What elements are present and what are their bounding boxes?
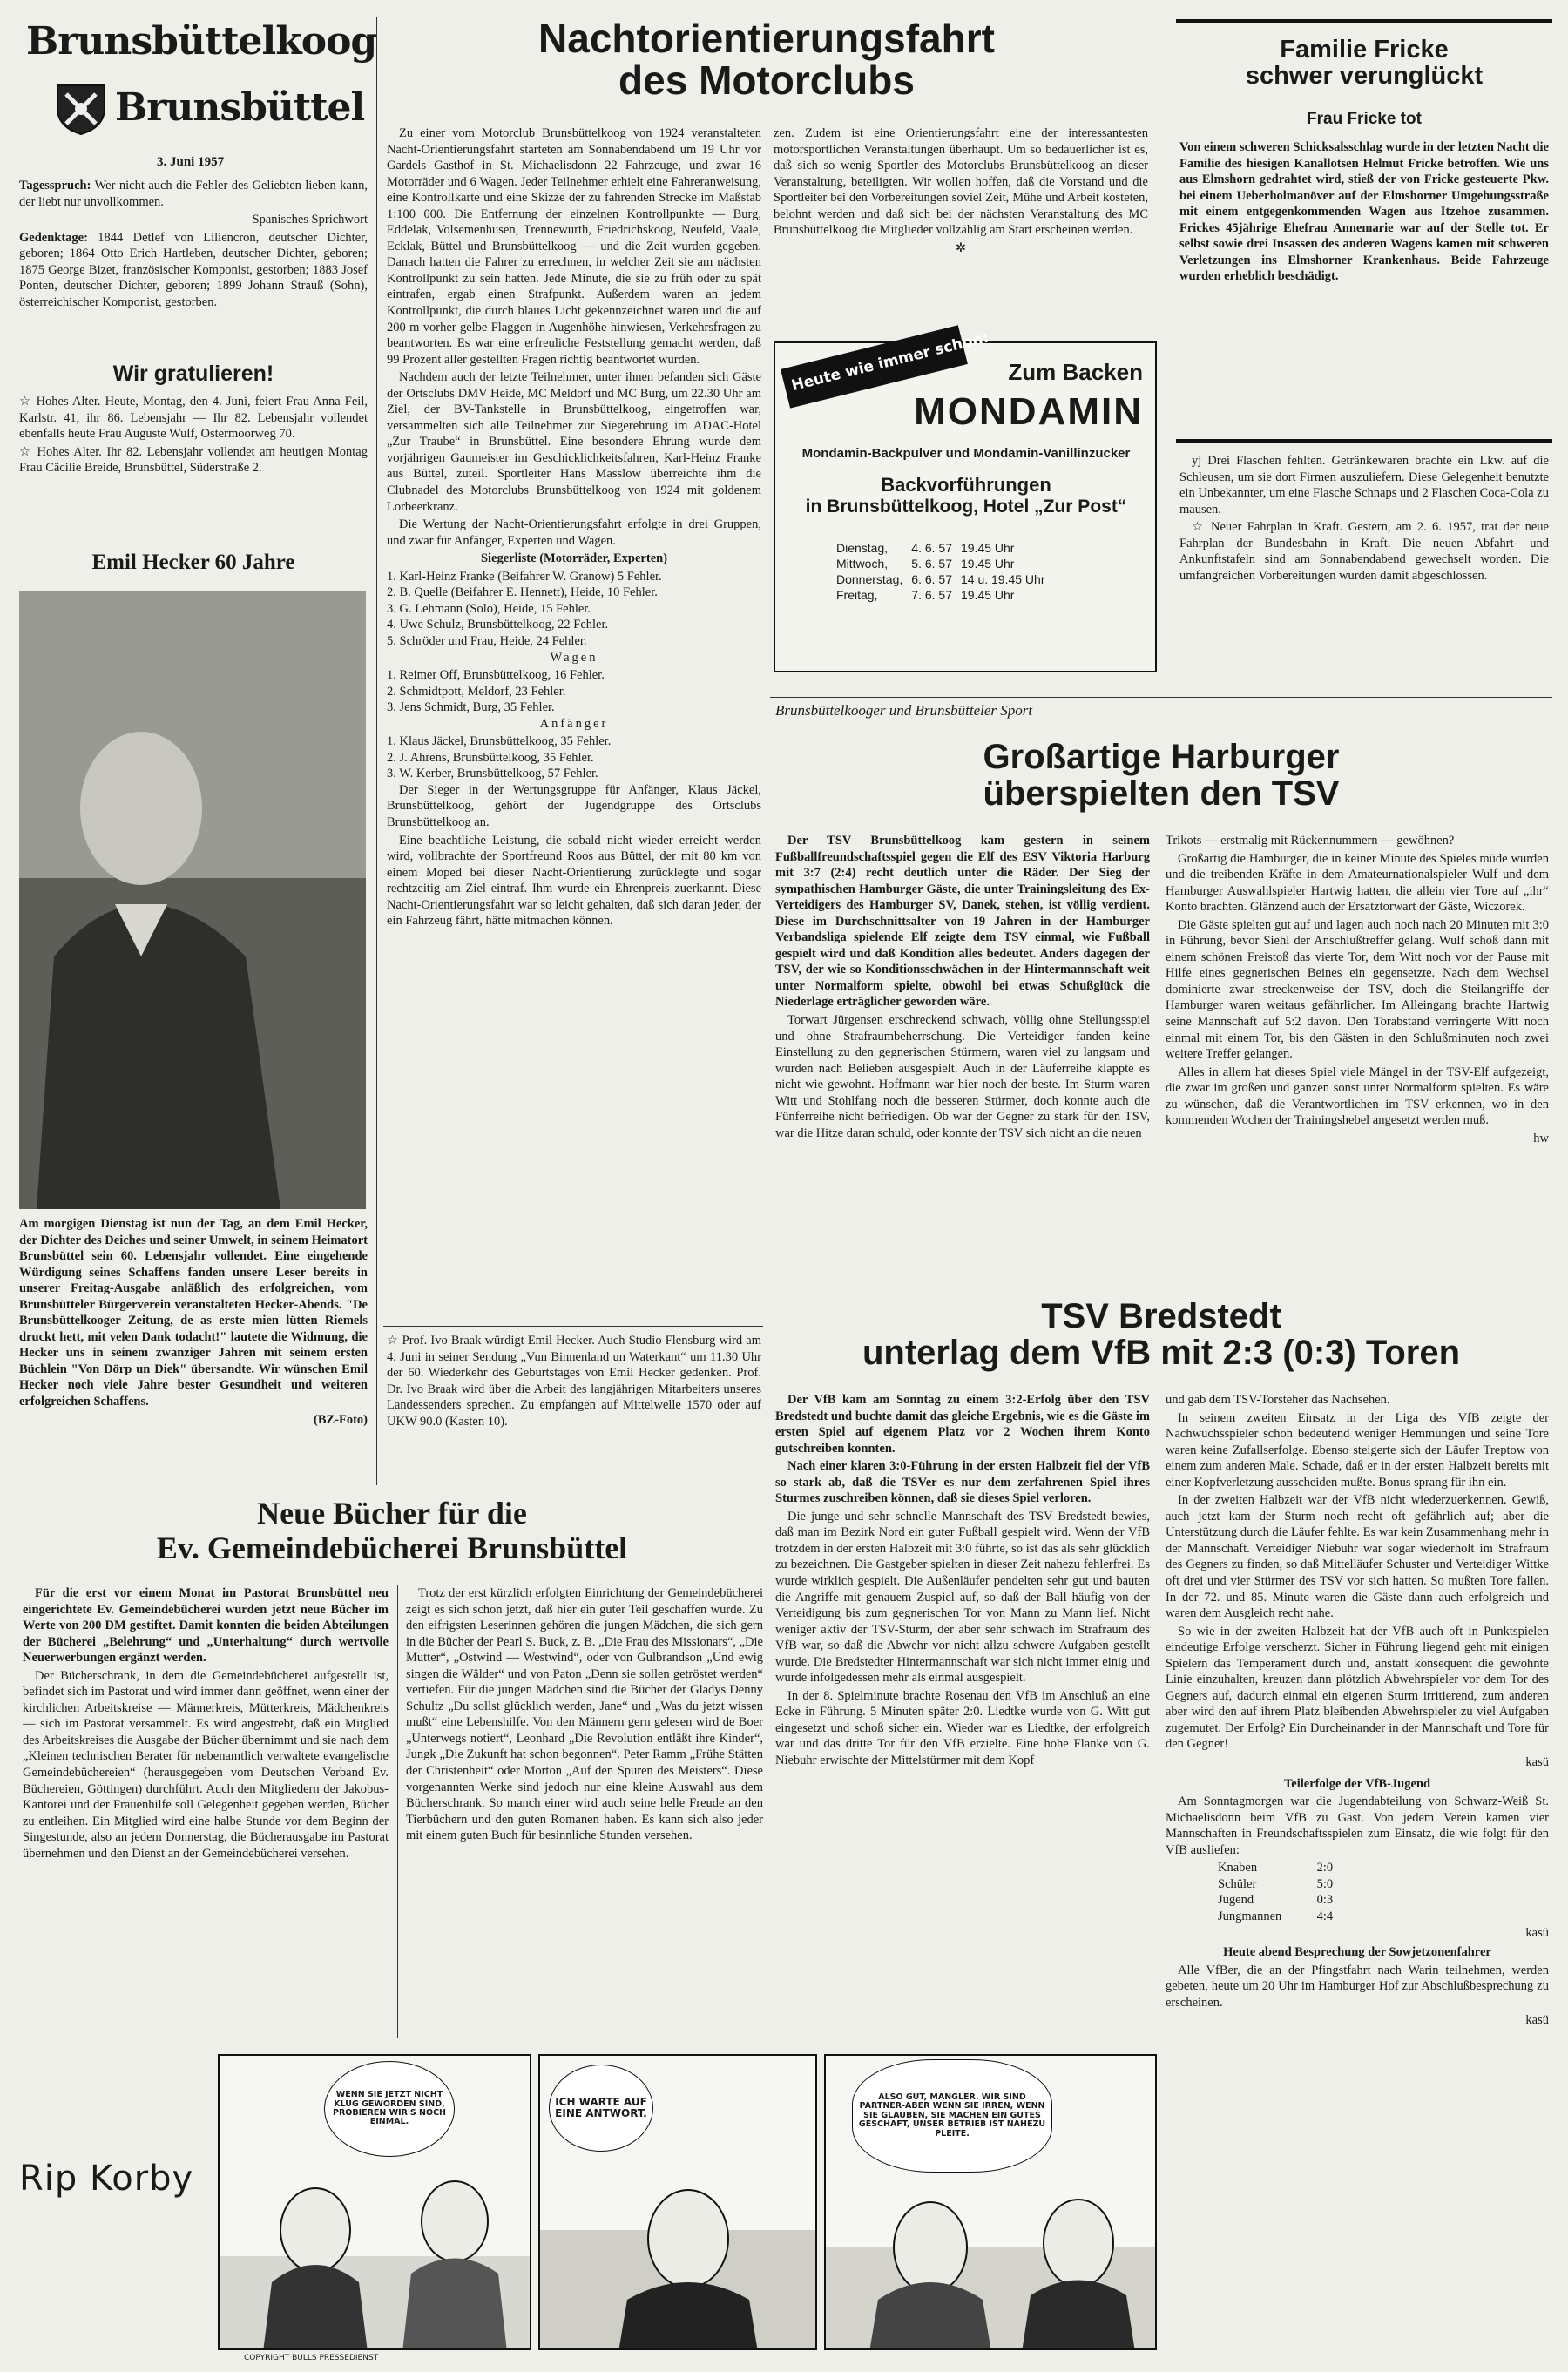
fricke-heading [1176, 37, 1552, 90]
jugend-results [1166, 1860, 1549, 1924]
bredstedt-signature: kasü [1525, 1755, 1549, 1770]
result-line: 1. Klaus Jäckel, Brunsbüttelkoog, 35 Fehler. [387, 734, 612, 749]
buecher-lead: Für die erst vor einem Monat im Pastorat Brunsbüttel neu eingerichtete Ev. Gemeindebücherei wurden jetzt neue Bücher im Werte von 200 DM gestiftet. Damit konnten die beiden Abteilungen der Bücherei „Belehrung“ und „Unterhaltung“ durch wertvolle Neuerwerbungen ergänzt werden. [23, 1586, 389, 1666]
result-line: 5. Schröder und Frau, Heide, 24 Fehler. [387, 633, 587, 648]
masthead-title-line2: Brunsbüttel [115, 85, 365, 130]
ad-event-line1: Backvorführungen [881, 474, 1051, 496]
sowjet-text: Alle VfBer, die an der Pfingstfahrt nach Warin teilnehmen, werden gebeten, heute um 20 Uhr im Hamburger Hof zur Abschlußbesprechung zu erscheinen. [1166, 1963, 1549, 2010]
ad-day: Dienstag, [836, 541, 889, 555]
result-line: 2. J. Ahrens, Brunsbüttelkoog, 35 Fehler. [387, 750, 594, 765]
motto-source: Spanisches Sprichwort [252, 213, 368, 227]
issue-date: 3. Juni 1957 [157, 155, 225, 169]
bredstedt-paragraph: und gab dem TSV-Torsteher das Nachsehen. [1166, 1393, 1390, 1407]
harburg-paragraph: Großartig die Hamburger, die in keiner Minute des Spieles müde wurden und die treibenden Kräfte in dem Amateurnationalspieler Wulf und dem Hamburger Auswahlspieler Hartwig hatten, die allein vier Tore auf „ihr“ Konto brachten. Glänzend auch der Ersatztorwart der Gäste, Wiczorek. [1166, 851, 1549, 915]
ad-date: 6. 6. 57 [911, 572, 952, 586]
comic-panel-1 [218, 2054, 531, 2350]
result-score: 4:4 [1316, 1909, 1334, 1923]
comic-copyright: COPYRIGHT BULLS PRESSEDIENST [244, 2354, 379, 2362]
motorclub-continuation: zen. Zudem ist eine Orientierungsfahrt eine der interessantesten motorsportlichen Veranstaltungen überhaupt. Um so bedauerlicher ist es, daß sich so wenig Sportler des Motorclubs Brunsbüttelkoog an dieser Veranstaltung, beteiligten. Wir wollen hoffen, daß die Vorstand und die Sportleiter bei den Vorbereitungen soviel Zeit, Mühe und Arbeit kosteten, belohnt werden und daß sich bei der nächsten Veranstaltung des MC Brunsbüttelkoog die Mitglieder vollzählig am Start erscheinen werden. [774, 126, 1148, 238]
fricke-top-rule [1176, 19, 1552, 23]
ad-date: 5. 6. 57 [911, 557, 952, 571]
ad-day: Mittwoch, [836, 557, 889, 571]
result-line: 2. B. Quelle (Beifahrer E. Hennett), Heide, 10 Fehler. [387, 585, 658, 600]
jugend-signature: kasü [1525, 1925, 1549, 1940]
left-column-top [19, 178, 368, 312]
congrats-note-2: ☆ Hohes Alter. Ihr 82. Lebensjahr vollendet am heutigen Montag Frau Cäcilie Breide, Brunsbüttel, Süderstraße 2. [19, 444, 368, 476]
harburg-lead: Der TSV Brunsbüttelkoog kam gestern in seinem Fußballfreundschaftsspiel gegen die Elf des ESV Viktoria Harburg mit 3:7 (2:4) recht deutlich unter die Räder. Der Sieg der sympathischen Hamburger Gäste, die unter Trainingsleitung des Ex-Verteidigers des Hamburger SV, Danek, stehen, ist völlig verdient. Diese im Durchschnittsalter von 19 Jahren in der Hamburger Verbandsliga spielende Elf zeigte dem TSV einmal, wie Fußball gespielt wird und daß Kondition alles bedeutet. Anders dagegen der TSV, der wie so Konditionsschwächen in der Hintermannschaft weit unter Normalform spielte, obwohl bei etwas Schußglück die Niederlage erträglicher geworden wäre. [775, 834, 1150, 1010]
sowjet-heading: Heute abend Besprechung der Sowjetzonenfahrer [1223, 1945, 1491, 1960]
braak-separator [383, 1326, 763, 1327]
harburg-heading [770, 739, 1552, 812]
ad-ribbon-text: Heute wie immer schon: [789, 328, 990, 395]
harburg-paragraph: Trikots — erstmalig mit Rückennummern — gewöhnen? [1166, 834, 1455, 848]
result-line: 3. Jens Schmidt, Burg, 35 Fehler. [387, 700, 555, 715]
bredstedt-paragraph: So wie in der zweiten Halbzeit hat der VfB auch oft in Punktspielen eindeutige Erfolge verscherzt. Sicher in Führung liegend geht mit einigen Spielern das Temperament durch und, anstatt konsequent die gewohnte Linie einzuhalten, kreuzen dann plötzlich Abwehrspieler vor dem Tor des Gegners auf, dadurch einmal ein eigenen Sturm irritierend, zum anderen aber wird den auf ihrem Platz bleibenden Abwehrspieler zu viel Aufgaben zugemutet. Der Erfolg? Ein Durcheinander in der Mannschaft und Tore für den Gegner! [1166, 1624, 1549, 1752]
coat-of-arms-icon [54, 82, 108, 136]
harburg-paragraph: Die Gäste spielten gut auf und lagen auch noch nach 20 Minuten mit 3:0 in Führung, bevor Siehl der Anschlußtreffer gelang. Wulf schoß dann mit einem schönen Freistoß das vierte Tor, dem Witt noch vor der Pause mit Hilfe eines gegnerischen Beines ein gegensetzte. Nach dem Wechsel dominierte zwar streckenweise der TSV, doch die Steilangriffe der Hamburger waren weitaus gefährlicher. Im Alleingang brachte Hartwig seine Mannschaft auf 5:2 davon. Den Torabstand verringerte Witt noch einmal mit einem Tor, bis den Gästen in den Schlußminuten noch zwei weitere Treffer gelangen. [1166, 917, 1549, 1062]
sowjet-signature: kasü [1525, 2013, 1549, 2028]
result-team: Schüler [1218, 1876, 1257, 1891]
ad-schedule-row [836, 587, 1054, 603]
sport-section-label: Brunsbüttelkooger und Brunsbütteler Sport [775, 702, 1033, 719]
bredstedt-heading [770, 1298, 1552, 1371]
harburg-paragraph: Torwart Jürgensen erschreckend schwach, völlig ohne Stellungsspiel und ohne Strafraumbeherrschung. Die Verteidiger fanden keine Einstellung zu den gegnerischen Stürmern, waren viel zu langsam und wurden nach Belieben ausgespielt. Auch in der Läuferreihe klappte es nicht wie gewohnt. Hoffmann war hier noch der beste. Im Sturm waren Witt und Stohlfang noch die besseren Stürmer, doch konnte auch die Fünferreihe nicht befriedigen. Ob war der Gegner zu stark für den TSV, war die Hitze daran schuld, oder konnte der TSV sich nicht an die neuen [775, 1013, 1150, 1140]
comic-panel-2 [538, 2054, 817, 2350]
comic-title: Rip Korby [19, 2159, 194, 2199]
bredstedt-heading-line2: unterlag dem VfB mit 2:3 (0:3) Toren [862, 1334, 1460, 1372]
harburg-paragraph: Alles in allem hat dieses Spiel viele Mängel in der TSV-Elf aufgezeigt, die zwar im großen und ganzen sonst unter Normalform spielten. Es wäre zu wünschen, daß die Verantwortlichen im TSV erkennen, wo in den kommenden Wochen der Trainingshebel angesetzt werden muß. [1166, 1064, 1549, 1128]
fahrplan-note: ☆ Neuer Fahrplan in Kraft. Gestern, am 2. 6. 1957, trat der neue Fahrplan der Bundesbahn in Kraft. Die neuen Abfahrt- und Ankunftstafeln sind am Sonnabendabend gewechselt worden. Die umfangreichen Vorbereitungen wurden damit abgeschlossen. [1179, 520, 1549, 583]
buecher-heading-line1: Neue Bücher für die [257, 1496, 527, 1531]
harburg-signature: hw [1533, 1131, 1549, 1145]
buecher-heading-line2: Ev. Gemeindebücherei Brunsbüttel [156, 1530, 628, 1565]
motto-label: Tagesspruch: [19, 179, 91, 193]
result-score: 0:3 [1316, 1893, 1334, 1908]
fricke-subheading: Frau Fricke tot [1307, 110, 1422, 128]
ad-time: 19.45 Uhr [960, 541, 1015, 555]
result-score: 5:0 [1316, 1876, 1334, 1891]
bredstedt-lead-2: Nach einer klaren 3:0-Führung in der ersten Halbzeit fiel der VfB so stark ab, daß die TSVer es nur dem zerfahrenen Spiel ihres Sturmes zuschreiben können, daß sie dieses Spiel verloren. [775, 1459, 1150, 1506]
ad-schedule-row [836, 540, 1054, 556]
comic-panel-3 [824, 2054, 1157, 2350]
motorclub-heading-line1: Nachtorientierungsfahrt [538, 16, 995, 61]
ad-time: 19.45 Uhr [960, 557, 1015, 571]
column-rule-5 [397, 1585, 398, 2038]
result-line: 1. Reimer Off, Brunsbüttelkoog, 16 Fehler. [387, 668, 605, 683]
result-line: 3. W. Kerber, Brunsbüttelkoog, 57 Fehler. [387, 767, 598, 781]
ad-event-line2: in Brunsbüttelkoog, Hotel „Zur Post“ [805, 497, 1127, 517]
hecker-heading: Emil Hecker 60 Jahre [91, 551, 295, 574]
mondamin-ad [774, 328, 1157, 672]
harburg-column-1 [775, 833, 1150, 1143]
comic-bubble-2: ICH WARTE AUF EINE ANTWORT. [549, 2065, 653, 2152]
sport-top-rule [770, 697, 1552, 698]
buecher-column-1 [23, 1585, 389, 1863]
ad-date: 7. 6. 57 [911, 588, 952, 602]
column-rule-1 [376, 17, 377, 1485]
ad-product-line: Mondamin-Backpulver und Mondamin-Vanillinzucker [801, 446, 1131, 461]
buecher-column-2 [406, 1585, 763, 1846]
right-notes [1179, 453, 1549, 585]
ad-time: 14 u. 19.45 Uhr [960, 572, 1045, 586]
wagen-heading: Wagen [550, 650, 598, 665]
motorclub-paragraph: Der Sieger in der Wertungsgruppe für Anfänger, Klaus Jäckel, Brunsbüttelkoog, gehört der Jugendgruppe des Ortsclubs Brunsbüttelkoog an. [387, 782, 761, 829]
bredstedt-column-1 [775, 1392, 1150, 1771]
buecher-paragraph: Trotz der erst kürzlich erfolgten Einrichtung der Gemeindebücherei zeigt es sich schon jetzt, daß hier ein guter Teil geschaffen wurde. Zu den eifrigsten Leserinnen gehören die jungen Mädchen, die sich gern in die Bücher der Pearl S. Buck, z. B. „Die Frau des Missionars“, „Die Mutter“, „Ostwind — Westwind“, oder von Gulbrandson „Und ewig singen die Wälder“ und von Paton „Denn sie sollen getröstet werden“ vertiefen. Für die jungen Mädchen sind die Bücher der Gladys Denny Schultz „Du sollst glücklich werden, Jane“ und „Was du jetzt wissen mußt“ eine Lebenshilfe. Von den Männern gern gelesen wird de Boer „Unterwegs notiert“, Leonhard „Die Revolution entläßt ihre Kinder“, Jungk „Die Zukunft hat schon begonnen“. Peter Ramm „Frühe Stätten der Christenheit“ oder Morton „Auf den Spuren des Meisters“. Diese vorgenannten Werke sind jedoch nur eine kleine Auswahl aus dem Bücherschrank. So manch einer wird auch seine helle Freude an den Tierbüchern und den guten Romanen haben. Es kann sich also jeder mit einem guten Buch für besinnliche Stunden versehen. [406, 1586, 763, 1843]
ad-schedule-row [836, 556, 1054, 571]
bredstedt-lead: Der VfB kam am Sonntag zu einem 3:2-Erfolg über den TSV Bredstedt und buchte damit das gleiche Ergebnis, wie es die Gäste im ersten Spiel auf eigenem Platz vor 2 Wochen ihrem Konto gutschreiben konnten. [775, 1393, 1150, 1456]
motto-text: Wer nicht auch die Fehler des Geliebten lieben kann, der liebt nur unvollkommen. [19, 179, 368, 209]
flaschen-note: yj Drei Flaschen fehlten. Getränkewaren brachte ein Lkw. auf die Schleusen, um sie dort Firmen auszuliefern. Diese Gelegenheit benutzte ein Unbekannter, um eine Flasche Schnaps und 2 Flaschen Coca-Cola zu mausen. [1179, 454, 1549, 517]
motorclub-column-2 [774, 125, 1148, 258]
ad-date: 4. 6. 57 [911, 541, 952, 555]
result-line: 1. Karl-Heinz Franke (Beifahrer W. Granow) 5 Fehler. [387, 569, 662, 584]
jugend-result-row [1218, 1909, 1549, 1925]
braak-note-text: ☆ Prof. Ivo Braak würdigt Emil Hecker. Auch Studio Flensburg wird am 4. Juni in seiner Sendung „Vun Binnenland un Waterkant“ um 11.30 Uhr der 60. Wiederkehr des Geburtstages von Emil Hecker gedenken. Prof. Dr. Ivo Braak wird über die Arbeit des langjährigen Mitarbeiters unseres Landessenders sprechen. Zu empfangen auf Mittelwelle 1570 oder auf UKW 90.0 (Kasten 10). [387, 1334, 761, 1429]
fricke-text: Von einem schweren Schicksalsschlag wurde in der letzten Nacht die Familie des hiesigen Kanallotsen Helmut Fricke betroffen. Wie uns aus Elmshorn gedrahtet wird, stieß der von Fricke gesteuerte Pkw. bei einem Ueberholmanöver auf der Elmshorner Umgehungsstraße mit einem entgegenkommenden Wagen aus Itzehoe zusammen. Frickes 45jährige Ehefrau Annemarie war auf der Stelle tot. Er selbst sowie drei Insassen des anderen Wagens kamen mit schweren Verletzungen ins Elmshorner Krankenhaus. Beide Fahrzeuge wurden erheblich beschädigt. [1179, 140, 1549, 284]
hecker-photo [19, 591, 366, 1209]
star-ornament-icon: ✲ [955, 240, 967, 255]
motorclub-paragraph: Nachdem auch der letzte Teilnehmer, unter ihnen befanden sich Gäste der Ortsclubs DMV Heide, MC Meldorf und MC Burg, um 22.30 Uhr am Ziel, der BV-Tankstelle in Brunsbüttelkoog, eingetroffen war, versammelten sich alle Teilnehmer zur Siegerehrung im ADAC-Hotel „Zur Traube“ in Brunsbüttel. Eine besondere Ehrung wurde dem vorjährigen Gaumeister im Geschicklichkeitsfahren, Karl-Heinz Franke aus Büttel, zuteil. Sportleiter Hans Masslow überreichte ihm die Clubnadel des Motorclubs Brunsbüttelkoog von 1924 mit goldenem Lorbeerkranz. [387, 370, 761, 514]
bredstedt-paragraph: In seinem zweiten Einsatz in der Liga des VfB zeigte der Nachwuchsspieler schon bedeutend weniger Hemmungen und seine Tore waren keine Zufallserfolge. Ebenso steigerte sich der Läufer Treptow von einem zum anderen Male. Schade, daß er in der ersten Halbzeit bereits mit einer Kopfverletzung ausscheiden mußte. Bonus sprang für ihn ein. [1166, 1410, 1549, 1490]
motorclub-heading [383, 17, 1150, 102]
bredstedt-paragraph: Die junge und sehr schnelle Mannschaft des TSV Bredstedt bewies, daß man im Bezirk Nord ein guter Fußball gespielt wird. Wenn der VfB trotzdem in der ersten Halbzeit mit 3:0 führte, so ist das als sehr glücklich zu bezeichnen. Die Gastgeber spielten in dieser Zeit nahezu fehlerfrei. Es wurde wirklich gespielt. Die Außenläufer pendelten sehr gut und bauten die Angriffe mit genauem Zuspiel auf, so daß der Ball häufig von der Verteidigung bis zum gegnerischen Tor von Mann zu Mann lief. Nicht weniger aktiv der TSV-Sturm, der aber sehr schwach im Strafraum des VfB war, so daß die Abwehr vor nicht allzu schwere Aufgaben gestellt wurde. Die Bredstedter Hintermannschaft war sich nicht immer einig und wurde infolgedessen mehr als einmal ausgespielt. [775, 1509, 1150, 1686]
result-line: 3. G. Lehmann (Solo), Heide, 15 Fehler. [387, 601, 591, 616]
masthead [19, 19, 377, 150]
result-score: 2:0 [1316, 1861, 1334, 1875]
comic-bubble-1: WENN SIE JETZT NICHT KLUG GEWORDEN SIND, PROBIEREN WIR'S NOCH EINMAL. [324, 2061, 455, 2157]
motorclub-column-1 [387, 125, 761, 931]
anfaenger-heading: Anfänger [539, 716, 609, 731]
siegerliste-heading: Siegerliste (Motorräder, Experten) [480, 551, 668, 566]
result-line: 2. Schmidtpott, Meldorf, 23 Fehler. [387, 684, 566, 699]
comic-bubble-3: ALSO GUT, MANGLER. WIR SIND PARTNER-ABER WENN SIE IRREN, WENN SIE GLAUBEN, SIE MACHEN EIN GUTES GESCHÄFT, UNSER BETRIEB IST NAHEZU PLEITE. [852, 2059, 1052, 2173]
ad-zum-backen: Zum Backen [1008, 359, 1143, 385]
congrats-notes [19, 394, 368, 478]
ad-time: 19.45 Uhr [960, 588, 1015, 602]
braak-note [387, 1333, 761, 1431]
gedenk-text: 1844 Detlef von Liliencron, deutscher Dichter, geboren; 1864 Otto Erich Hartleben, deutscher Dichter, geboren; 1875 George Bizet, französischer Komponist, gestorben; 1883 Josef Ponten, deutscher Dichter, geboren; 1899 Johann Strauß (Sohn), österreichischer Komponist, gestorben. [19, 230, 368, 309]
fricke-heading-line1: Familie Fricke [1280, 36, 1449, 64]
motorclub-paragraph: Die Wertung der Nacht-Orientierungsfahrt erfolgte in drei Gruppen, und zwar für Anfänger, Experten und Wagen. [387, 517, 761, 548]
bredstedt-heading-line1: TSV Bredstedt [1041, 1297, 1281, 1335]
ad-schedule [836, 540, 1054, 603]
jugend-heading: Teilerfolge der VfB-Jugend [1283, 1776, 1431, 1791]
jugend-text: Am Sonntagmorgen war die Jugendabteilung von Schwarz-Weiß St. Michaelisdonn beim VfB zu Gast. Von jedem Verein kamen vier Mannschaften in Freundschaftsspielen zum Einsatz, die wie folgt für den VfB ausliefen: [1166, 1794, 1549, 1857]
bredstedt-column-2 [1166, 1392, 1549, 2031]
bredstedt-paragraph: In der 8. Spielminute brachte Rosenau den VfB im Anschluß an eine Ecke in Führung. 5 Minuten später 2:0. Liedtke wurde von G. Witt gut eingesetzt und schoß sicher ein. Wieder war es Liedtke, der erfolgreich war und das dritte Tor für den VfB erzielte. Eine hohe Flanke von G. Niebuhr erwischte der Mittelstürmer mit dem Kopf [775, 1688, 1150, 1768]
result-line: 4. Uwe Schulz, Brunsbüttelkoog, 22 Fehler. [387, 618, 609, 632]
fricke-heading-line2: schwer verunglückt [1245, 62, 1484, 91]
masthead-title-line1: Brunsbüttelkoog [26, 19, 377, 64]
jugend-result-row [1218, 1892, 1549, 1909]
fricke-article [1179, 139, 1549, 287]
motorclub-paragraph: Eine beachtliche Leistung, die sobald nicht wieder erreicht werden wird, vollbrachte der Sportfreund Roos aus Büttel, der mit 80 km von einem Moped bei dieser Nacht-Orientierung zurücklegte und sogar rechtzeitig am Ziel eintraf. Ihm wurde ein Ehrenpreis zuerkannt. Diese Nacht-Orientierungsfahrt war so leicht gehalten, daß sich daran jeder, der ein Fahrzeug fährt, hätte mitmachen können. [387, 833, 761, 929]
ad-day: Freitag, [836, 588, 878, 602]
ad-day: Donnerstag, [836, 572, 903, 586]
fricke-bottom-rule [1176, 439, 1552, 443]
result-team: Jungmannen [1218, 1909, 1282, 1923]
jugend-result-row [1218, 1876, 1549, 1893]
ad-event-title [782, 474, 1150, 517]
jugend-result-row [1218, 1860, 1549, 1876]
hecker-caption [19, 1216, 368, 1429]
hecker-caption-text: Am morgigen Dienstag ist nun der Tag, an dem Emil Hecker, der Dichter des Deiches und seiner Umwelt, in seinem Heimatort Brunsbüttel sein 60. Lebensjahr vollendet. Eine eingehende Würdigung seines Schaffens fanden unsere Leser bereits in unserer Freitag-Ausgabe anläßlich des erfolgreichen, vom Brunsbütteler Bürgerverein veranstalteten Hecker-Abends. "De Brunsbüttelkooger Zeitung, de as erste mien lütten Riemels druckt hett, mit velen Dank todacht!" lautete die Widmung, die Hecker uns in seinem zwanziger Jahren mit seinem ersten Büchlein "Von Dörp un Diek" übersandte. Wir wünschen Emil Hecker noch viele Jahre bester Gesundheit und weiteren erfolgreichen Schaffens. [19, 1217, 368, 1409]
bredstedt-paragraph: In der zweiten Halbzeit war der VfB nicht wiederzuerkennen. Gewiß, auch jetzt kam der Sturm noch recht oft gefährlich auf; aber die Unterstützung durch die Läufer fehlte. Es war kein Zusammenhang mehr in der Mannschaft. Verteidiger Niebuhr war sogar wiederholt im Strafraum des Gegners zu finden, so daß Mittelläufer Schuster und Verteidiger Wittke oft drei und vier Stürmer des TSV vor sich hatten. So mußten Tore fallen. In der 72. und 85. Minute waren die Gäste dann auch erfolgreich und waren dem Ausgleich recht nahe. [1166, 1493, 1549, 1621]
buecher-paragraph: Der Bücherschrank, in dem die Gemeindebücherei aufgestellt ist, befindet sich im Pastorat und wird immer dann geöffnet, wenn einer der kirchlichen Arbeitskreise — Männerkreis, Mütterkreis, Mädchenkreis — sich im Pastorat versammelt. Es wird angestrebt, daß ein Mitglied des Arbeitskreises die Ausgabe der Bücher übernimmt und sie nach dem „Kleinen technischen Berater für nebenamtlich verwaltete evangelische Gemeindebüchereien“ (herausgegeben vom Deutschen Verband Ev. Büchereien, Göttingen) durchführt. Auch den Mitgliedern der Jakobus-Kantorei und der Frauenhilfe soll Gelegenheit gegeben werden, Bücher zu entleihen. Ein Mitglied wird eine halbe Stunde vor dem Beginn der Singestunde, also an jedem Donnerstag, die Bücherausgabe im Pastorat übernehmen und den Dienst an der Gemeindebücherei versehen. [23, 1668, 389, 1861]
ad-brand: MONDAMIN [914, 390, 1143, 433]
result-team: Knaben [1218, 1861, 1258, 1875]
harburg-heading-line2: überspielten den TSV [983, 774, 1340, 813]
motorclub-paragraph: Zu einer vom Motorclub Brunsbüttelkoog von 1924 veranstalteten Nacht-Orientierungsfahrt starteten am Sonnabendabend um 19 Uhr vor Gardels Gasthof in St. Michaelisdonn 22 Fahrzeuge, und zwar 16 Motorräder und 6 Wagen. Jeder Teilnehmer erhielt eine Fahreranweisung, eine Kontrollkarte und eine Skizze der zu fahrenden Strecke im Maßstab 1:100 000. Die Entfernung der einzelnen Kontrollpunkte — Burg, Eddelak, Volsemenhusen, Trennewurth, Friedrichskoog, Neufeld, Vaale, Ecklak, Büttel und Brunsbüttelkoog — und die Zeit wurden gegeben. Danach hatten die Fahrer zu errechnen, in welcher Zeit sie am nächsten Kontrollpunkt zu sein hatten. Jede Minute, die sie zu früh oder zu spät eintrafen, ergab einen Strafpunkt. Außerdem waren an jedem Kontrollpunkt, die durch blaues Licht gekennzeichnet waren und die auf 200 m vorher gelbe Flaggen in Augenhöhe hinwiesen, Verkehrsfragen zu beantworten. Es war eine erfreuliche Feststellung gemacht werden, daß 99 Prozent aller gestellten Fragen richtig beantwortet wurden. [387, 126, 761, 367]
ad-schedule-row [836, 571, 1054, 587]
buecher-heading [19, 1497, 765, 1565]
congrats-heading: Wir gratulieren! [112, 362, 274, 386]
result-team: Jugend [1218, 1893, 1254, 1908]
harburg-heading-line1: Großartige Harburger [983, 738, 1340, 776]
congrats-note-1: ☆ Hohes Alter. Heute, Montag, den 4. Juni, feiert Frau Anna Feil, Karlstr. 41, ihr 86. Lebensjahr — Ihr 82. Lebensjahr vollendet ebenfalls heute Frau Auguste Wulf, Ostermoorweg 70. [19, 395, 368, 442]
hecker-photo-credit: (BZ-Foto) [313, 1412, 368, 1427]
harburg-column-2 [1166, 833, 1549, 1148]
gedenk-label: Gedenktage: [19, 230, 88, 245]
motorclub-heading-line2: des Motorclubs [618, 57, 915, 104]
